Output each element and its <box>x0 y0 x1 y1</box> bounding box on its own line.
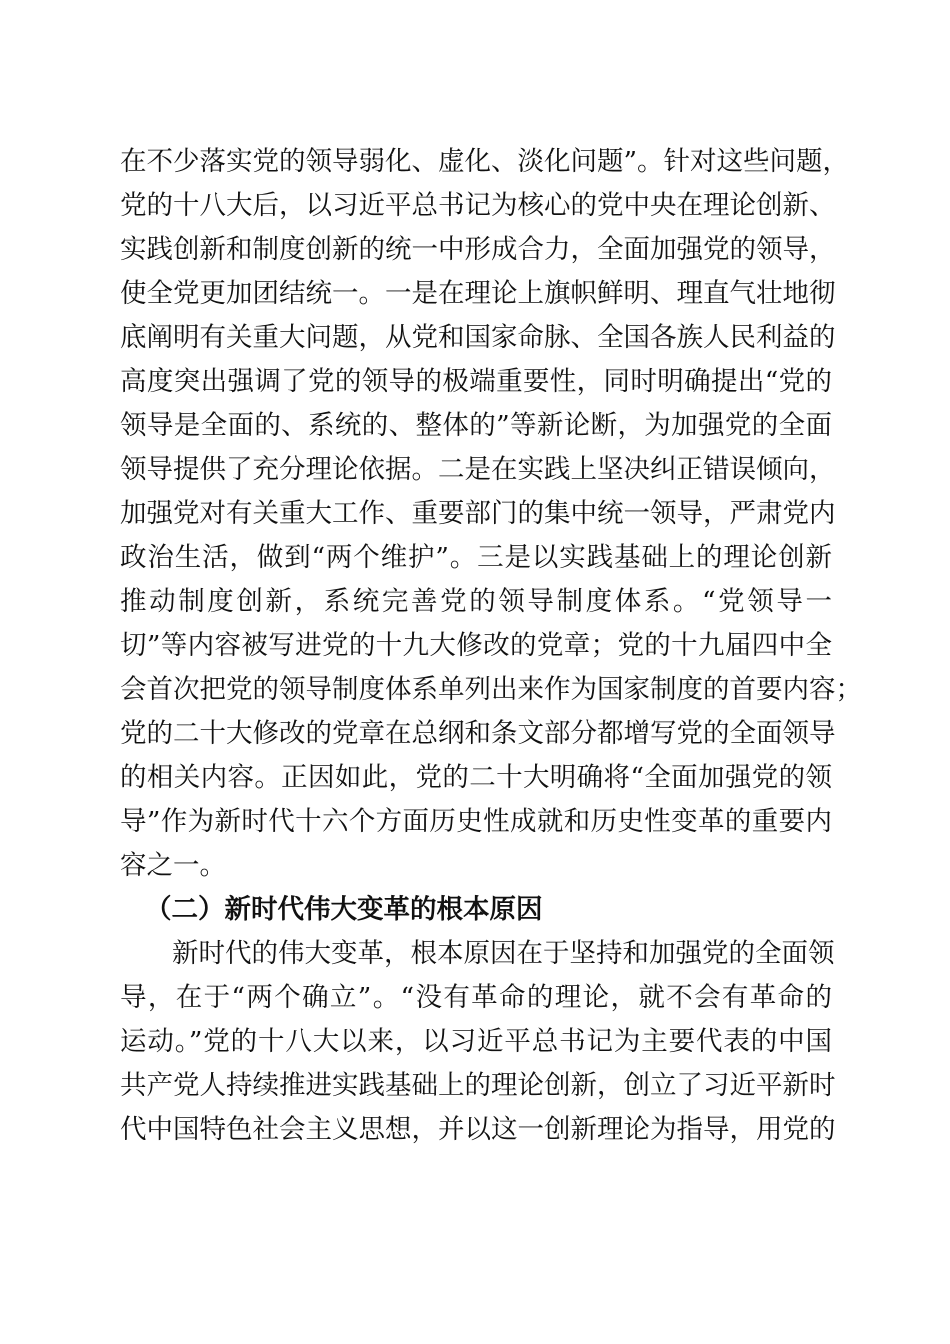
paragraph-line: 的相关内容。正因如此，党的二十大明确将“全面加强党的领 <box>120 762 832 793</box>
paragraph-line: 导，在于“两个确立”。“没有革命的理论，就不会有革命的 <box>120 982 832 1013</box>
paragraph-line: 党的二十大修改的党章在总纲和条文部分都增写党的全面领导 <box>120 718 836 749</box>
paragraph-line: 实践创新和制度创新的统一中形成合力，全面加强党的领导， <box>120 234 836 265</box>
paragraph-line: 底阐明有关重大问题，从党和国家命脉、全国各族人民利益的 <box>120 322 836 353</box>
paragraph-line: 切”等内容被写进党的十九大修改的党章；党的十九届四中全 <box>120 630 832 661</box>
paragraph-line: 容之一。 <box>120 850 226 881</box>
paragraph-line: 运动。”党的十八大以来，以习近平总书记为主要代表的中国 <box>120 1026 832 1057</box>
paragraph-line: 加强党对有关重大工作、重要部门的集中统一领导，严肃党内 <box>120 498 836 529</box>
paragraph-line: 政治生活，做到“两个维护”。三是以实践基础上的理论创新 <box>120 542 832 573</box>
section-heading: （二）新时代伟大变革的根本原因 <box>145 894 543 925</box>
paragraph-line: 会首次把党的领导制度体系单列出来作为国家制度的首要内容； <box>120 674 862 705</box>
paragraph-line: 党的十八大后，以习近平总书记为核心的党中央在理论创新、 <box>120 190 836 221</box>
paragraph-line: 领导是全面的、系统的、整体的”等新论断，为加强党的全面 <box>120 410 832 441</box>
paragraph-line: 推动制度创新，系统完善党的领导制度体系。“党领导一 <box>120 586 832 617</box>
paragraph-line: 使全党更加团结统一。一是在理论上旗帜鲜明、理直气壮地彻 <box>120 278 836 309</box>
paragraph-line: 在不少落实党的领导弱化、虚化、淡化问题”。针对这些问题， <box>120 146 850 177</box>
paragraph-line: 新时代的伟大变革，根本原因在于坚持和加强党的全面领 <box>172 938 835 969</box>
paragraph-line: 代中国特色社会主义思想，并以这一创新理论为指导，用党的 <box>120 1114 836 1145</box>
paragraph-line: 高度突出强调了党的领导的极端重要性，同时明确提出“党的 <box>120 366 832 397</box>
paragraph-line: 领导提供了充分理论依据。二是在实践上坚决纠正错误倾向， <box>120 454 836 485</box>
paragraph-line: 共产党人持续推进实践基础上的理论创新，创立了习近平新时 <box>120 1070 836 1101</box>
paragraph-line: 导”作为新时代十六个方面历史性成就和历史性变革的重要内 <box>120 806 832 837</box>
